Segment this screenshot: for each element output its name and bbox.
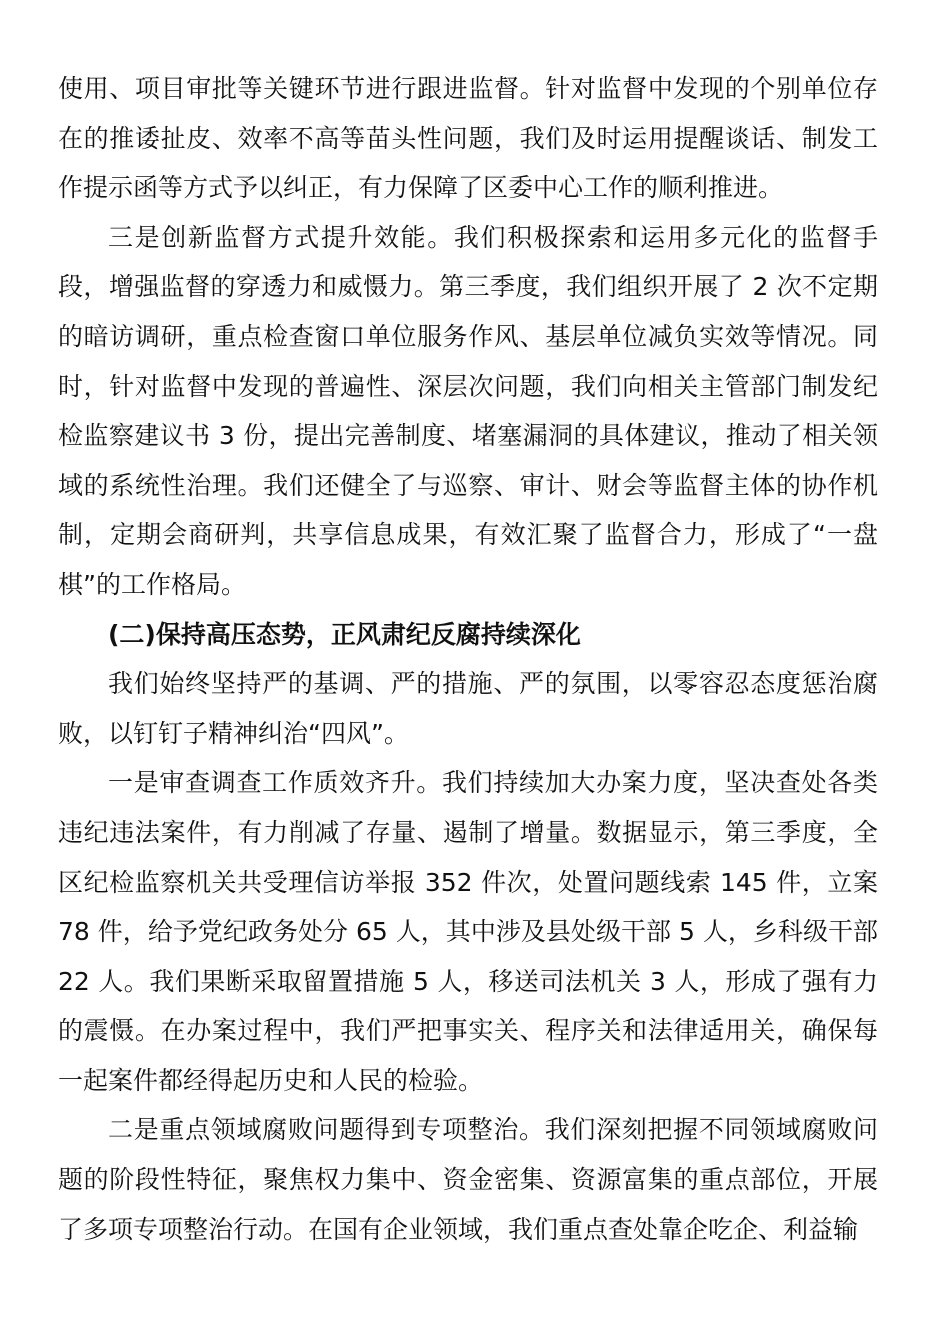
paragraph-investigation: 一是审查调查工作质效齐升。我们持续加大办案力度，坚决查处各类违纪违法案件，有力削减了存量、遏制了增量。数据显示，第三季度，全区纪检监察机关共受理信访举报 352 件次，处置问题线索 145 件，立案 78 件，给予党纪政务处分 65 人，其中涉及县处级干部 5 人，乡科级干部 22 人。我们果断采取留置措施 5 人，移送司法机关 3 人，形成了强有力的震慑。在办案过程中，我们严把事实关、程序关和法律适用关，确保每一起案件都经得起历史和人民的检验。 bbox=[58, 768, 878, 1095]
paragraph-intro: 我们始终坚持严的基调、严的措施、严的氛围，以零容忍态度惩治腐败，以钉钉子精神纠治“四风”。 bbox=[58, 669, 878, 748]
section-heading: (二)保持高压态势，正风肃纪反腐持续深化 bbox=[108, 619, 581, 649]
paragraph-continuation: 使用、项目审批等关键环节进行跟进监督。针对监督中发现的个别单位存在的推诿扯皮、效率不高等苗头性问题，我们及时运用提醒谈话、制发工作提示函等方式予以纠正，有力保障了区委中心工作的顺利推进。 bbox=[58, 74, 878, 203]
paragraph-innovation-supervision: 三是创新监督方式提升效能。我们积极探索和运用多元化的监督手段，增强监督的穿透力和威慑力。第三季度，我们组织开展了 2 次不定期的暗访调研，重点检查窗口单位服务作风、基层单位减负实效等情况。同时，针对监督中发现的普遍性、深层次问题，我们向相关主管部门制发纪检监察建议书 3 份，提出完善制度、堵塞漏洞的具体建议，推动了相关领域的系统性治理。我们还健全了与巡察、审计、财会等监督主体的协作机制，定期会商研判，共享信息成果，有效汇聚了监督合力，形成了“一盘棋”的工作格局。 bbox=[58, 222, 878, 599]
paragraph-key-areas: 二是重点领域腐败问题得到专项整治。我们深刻把握不同领域腐败问题的阶段性特征，聚焦权力集中、资金密集、资源富集的重点部位，开展了多项专项整治行动。在国有企业领域，我们重点查处靠企吃企、利益输 bbox=[58, 1115, 878, 1244]
document-body bbox=[58, 64, 878, 1254]
